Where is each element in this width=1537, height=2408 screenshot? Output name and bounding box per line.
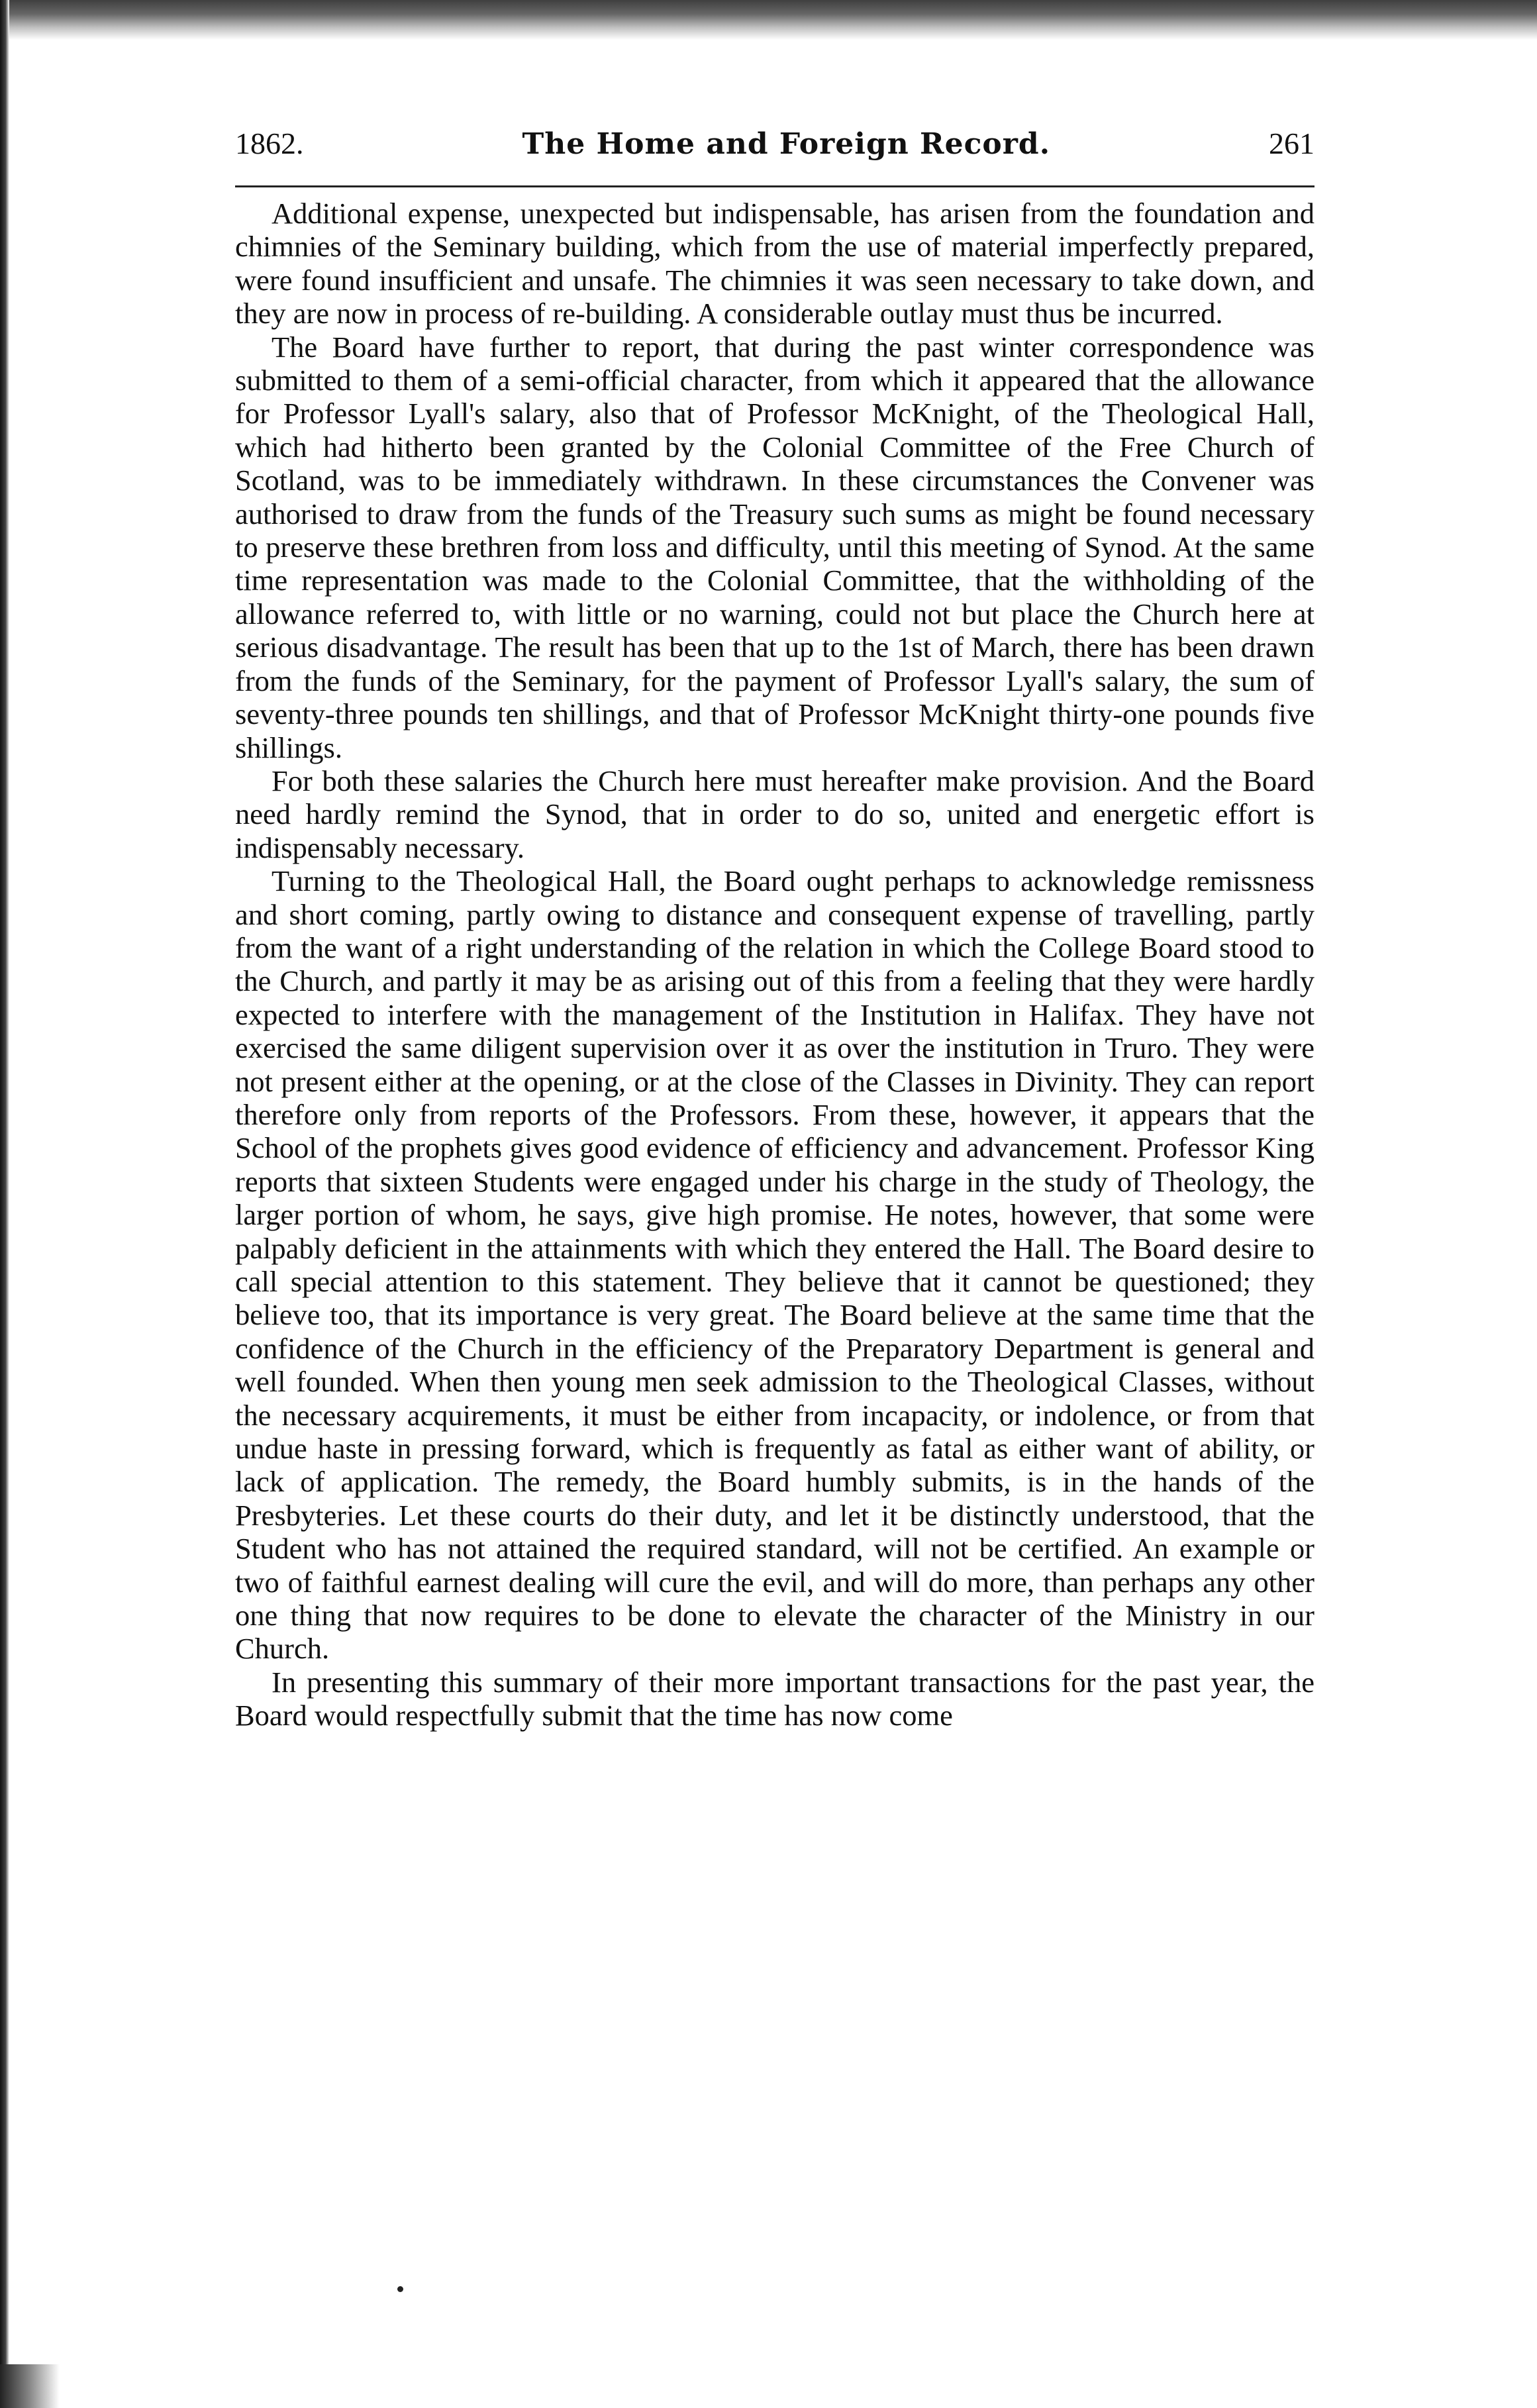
paragraph-3: For both these salaries the Church here must hereafter make provision. And the Board need hardly remind the Synod, that in order to do so, united and energetic effort is indispensably necessary. (235, 764, 1314, 864)
paragraph-2: The Board have further to report, that during the past winter correspondence was submitted to them of a semi-official character, from which it appeared that the allowance for Professor Lyall's salary, also that of Professor McKnight, of the Theological Hall, which had hitherto been granted by the Colonial Committee of the Free Church of Scotland, was to be immediately withdrawn. In these circumstances the Convener was authorised to draw from the funds of the Treasury such sums as might be found necessary to preserve these brethren from loss and difficulty, until this meeting of Synod. At the same time representation was made to the Colonial Committee, that the withholding of the allowance referred to, with little or no warning, could not but place the Church here at serious disadvantage. The result has been that up to the 1st of March, there has been drawn from the funds of the Seminary, for the payment of Professor Lyall's salary, the sum of seventy-three pounds ten shillings, and that of Professor McKnight thirty-one pounds five shillings. (235, 330, 1314, 764)
scan-edge-top (0, 0, 1537, 40)
scan-edge-left (0, 0, 9, 2408)
paragraph-1: Additional expense, unexpected but indispensable, has arisen from the foundation and chimnies of the Seminary building, which from the use of material imperfectly prepared, were found insufficient and unsafe. The chimnies it was seen necessary to take down, and they are now in process of re-building. A considerable outlay must thus be incurred. (235, 197, 1314, 330)
header-title: The Home and Foreign Record. (522, 127, 1051, 161)
header-year: 1862. (235, 126, 304, 160)
scan-edge-bottom-left (0, 2364, 60, 2408)
page (235, 126, 1314, 2245)
header-rule (235, 185, 1314, 187)
header-page-number: 261 (1269, 126, 1314, 160)
body-text (235, 197, 1314, 1732)
stray-ink-mark (397, 2286, 403, 2292)
paragraph-4: Turning to the Theological Hall, the Board ought perhaps to acknowledge remissness and short coming, partly owing to distance and consequent expense of travelling, partly from the want of a right understanding of the relation in which the College Board stood to the Church, and partly it may be as arising out of this from a feeling that they were hardly expected to interfere with the management of the Institution in Halifax. They have not exercised the same diligent supervision over it as over the institution in Truro. They were not present either at the opening, or at the close of the Classes in Divinity. They can report therefore only from reports of the Professors. From these, however, it appears that the School of the prophets gives good evidence of efficiency and advancement. Professor King reports that sixteen Students were engaged under his charge in the study of Theology, the larger portion of whom, he says, give high promise. He notes, however, that some were palpably deficient in the attainments with which they entered the Hall. The Board desire to call special attention to this statement. They believe that it cannot be questioned; they believe too, that its importance is very great. The Board believe at the same time that the confidence of the Church in the efficiency of the Preparatory Department is general and well founded. When then young men seek admission to the Theological Classes, without the necessary acquirements, it must be either from incapacity, or indolence, or from that undue haste in pressing forward, which is frequently as fatal as either want of ability, or lack of application. The remedy, the Board humbly submits, is in the hands of the Presbyteries. Let these courts do their duty, and let it be distinctly understood, that the Student who has not attained the required standard, will not be certified. An example or two of faithful earnest dealing will cure the evil, and will do more, than perhaps any other one thing that now requires to be done to elevate the character of the Ministry in our Church. (235, 864, 1314, 1666)
running-head (235, 126, 1314, 185)
paragraph-5: In presenting this summary of their more important transactions for the past year, the Board would respectfully submit that the time has now come (235, 1665, 1314, 1732)
